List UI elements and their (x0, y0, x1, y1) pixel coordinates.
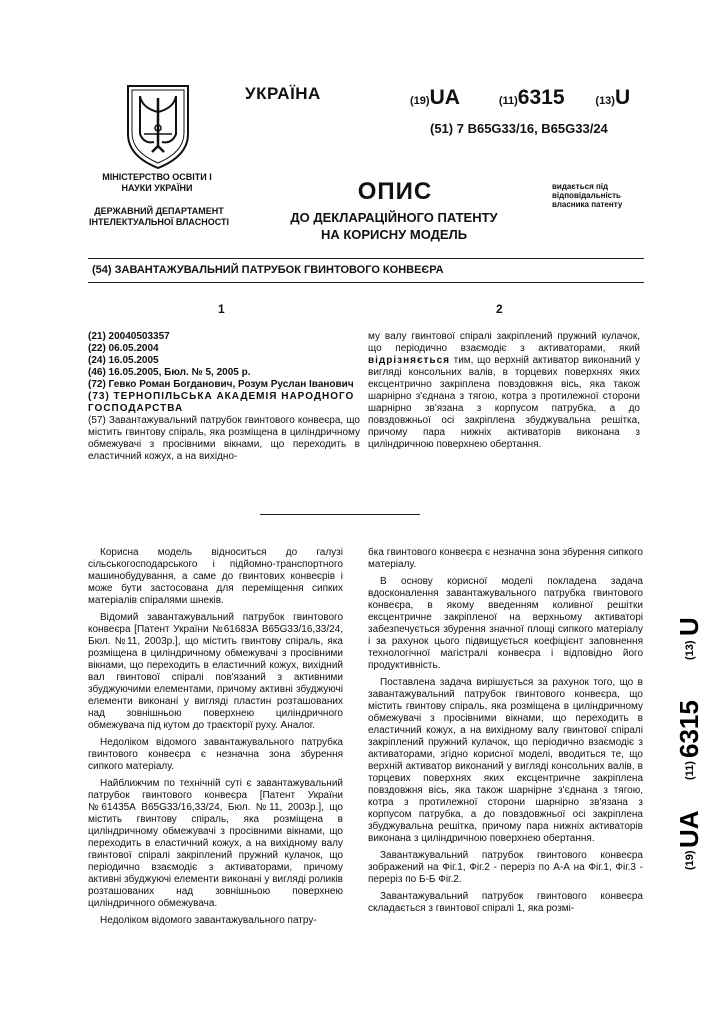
paragraph: Найближчим по технічній суті є завантажувальний патрубок гвинтового конвеєра [Патент України №61435А B65G33/16,33/24, Бюл. №11, 2003р.], що містить гвинтову спіраль, яка розміщена в циліндричному обмежувачі з просівними вікнами, що переходить в еластичний кожух, а на вихідному валу гвинтової спіралі закріплений пружний кулачок, що періодично взаємодіє з активаторами, причому активні збуджуючі елементи виконані у вигляді роликів розташованих над зовнішньою поверхнею циліндричного обмежувача. (88, 778, 343, 909)
code19-label: (19) (410, 95, 430, 107)
biblio-72: (72) Гевко Роман Богданович, Розум Руслан Іванович (88, 379, 354, 390)
document-type: ОПИС (357, 178, 433, 205)
claim-continuation (368, 331, 640, 451)
paragraph: Завантажувальний патрубок гвинтового конвеєра складається з гвинтової спіралі 1, яка розмі- (368, 891, 643, 914)
ministry-name: МІНІСТЕРСТВО ОСВІТИ І НАУКИ УКРАЇНИ (102, 172, 212, 193)
description-right-column (368, 547, 643, 920)
paragraph: Корисна модель відноситься до галузі сільськогосподарського і підйомно-транспортного машинобудування, а саме до гвинтових конвеєрів і може бути застосована для переміщення сипких матеріалів спіралями шнеків. (88, 547, 343, 606)
side-code11-label: (11) (684, 761, 696, 780)
claim-57-start: (57) Завантажувальний патрубок гвинтового конвеєра, що містить гвинтову спіраль, яка розміщена в циліндричному обмежувачі з просівними вікнами, що переходить в еластичний кожух, а на вихідно- (88, 415, 360, 462)
paragraph: Недоліком відомого завантажувального патрубка гвинтового конвеєра є незначна зона збурення сипкого матеріалу. (88, 737, 343, 772)
ipc-classification: (51) 7 B65G33/16, B65G33/24 (430, 121, 608, 136)
divider (88, 258, 644, 259)
claim-keyword: відрізняється (368, 355, 450, 366)
claim-text-a: му валу гвинтової спіралі закріплений пружний кулачок, що періодично взаємодіє з активаторами, який (368, 331, 640, 354)
document-subtitle (258, 209, 530, 243)
paragraph: Недоліком відомого завантажувального патру- (100, 915, 317, 926)
country-name: УКРАЇНА (245, 84, 321, 103)
paragraph: Відомий завантажувальний патрубок гвинтового конвеєра [Патент України №61683А B65G33/16,33/24, Бюл. №11, 2003р.], що містить гвинтову спіраль, яка розміщена в циліндричному обмежувачі з просівними вікнами, що переходить в еластичний кожух, вихідний вал гвинтової спіралі пов'язаний з активними збуджуючими елементами, причому активні збуджуючі елементи виконані у вигляді пластин розташованих над зовнішньою поверхнею циліндричного обмежувача під кутом до траєкторії руху. Аналог. (88, 612, 343, 731)
side-patent-number: 6315 (674, 700, 704, 758)
side-patent-code (648, 580, 708, 880)
code13-value: U (614, 86, 631, 109)
code13-label: (13) (595, 95, 615, 107)
paragraph: бка гвинтового конвеєра є незначна зона збурення сипкого матеріалу. (368, 547, 643, 570)
biblio-24: (24) 16.05.2005 (88, 355, 159, 366)
trident-emblem-icon (122, 82, 194, 170)
patent-codes (410, 86, 630, 110)
section-divider (260, 514, 420, 515)
subtitle-line-2: НА КОРИСНУ МОДЕЛЬ (320, 227, 468, 242)
column-number-2: 2 (496, 302, 503, 316)
code19-value: UA (429, 86, 460, 109)
code11-label: (11) (498, 95, 518, 107)
side-code13-value: U (674, 617, 704, 636)
paragraph: В основу корисної моделі покладена задача вдосконалення завантажувального патрубка гвинтового конвеєра, в якому введенням коливної решітки ексцентричне закріпленої на верхньому активаторі забезпечується збурення значної площі сипкого матеріалу і за рахунок цього підвищується коефіцієнт заповнення технологічної магістралі конвеєра і відповідно його продуктивність. (368, 576, 643, 671)
paragraph: Завантажувальний патрубок гвинтового конвеєра зображений на Фіг.1, Фіг.2 - переріз по А-А на Фіг.1, Фіг.3 - переріз по Б-Б Фіг.2. (368, 850, 643, 885)
divider (88, 282, 644, 283)
biblio-46: (46) 16.05.2005, Бюл. № 5, 2005 р. (88, 367, 251, 378)
invention-title: (54) ЗАВАНТАЖУВАЛЬНИЙ ПАТРУБОК ГВИНТОВОГО КОНВЕЄРА (92, 264, 444, 276)
side-code19-value: UA (674, 810, 704, 848)
side-code13-label: (13) (684, 640, 696, 660)
column-number-1: 1 (218, 302, 225, 316)
description-left-column (88, 547, 343, 932)
bibliographic-data (88, 331, 360, 463)
claim-text-c: тим, що верхній активатор виконаний у вигляді консольних валів, в торцевих поверхнях яких ексцентрично закріплена повздовжня вісь, яка також шарнірно з'єднана з тягою, котра з протилежної сторони шарнірно зв'язана з корпусом патрубка, а до повздовжньої осі закріплена збуджувальна решітка, причому пара нижніх активаторів виконана з циліндричною поверхнею обертання. (368, 355, 640, 450)
patent-number: 6315 (517, 86, 565, 109)
subtitle-line-1: ДО ДЕКЛАРАЦІЙНОГО ПАТЕНТУ (290, 210, 498, 225)
biblio-21: (21) 20040503357 (88, 331, 170, 342)
side-code19-label: (19) (684, 850, 696, 870)
paragraph: Поставлена задача вирішується за рахунок того, що в завантажувальний патрубок гвинтового конвеєра, що містить гвинтову спіраль, яка розміщена в циліндричному обмежувачі з просівними вікнами, що переходить в еластичний кожух, а на вихідному валу гвинтової спіралі закріплений пружний кулачок, що періодично взаємодіє з активаторами, згідно корисної моделі, вводиться те, що верхній активатор виконаний у вигляді консольних валів, в торцевих поверхнях яких ексцентричне закріплена повздовжня вісь, яка також шарнірне з'єднана з тягою, котра з протилежної сторони шарнірно зв'язана з корпусом патрубка, а до повздовжньої осі закріплена збуджувальна решітка, причому пара нижніх активаторів виконана з циліндричною поверхнею обертання. (368, 677, 643, 844)
issued-note: видається під відповідальність власника патенту (552, 182, 623, 209)
biblio-22: (22) 06.05.2004 (88, 343, 159, 354)
biblio-73: (73) ТЕРНОПІЛЬСЬКА АКАДЕМІЯ НАРОДНОГО ГОСПОДАРСТВА (88, 391, 355, 414)
department-name: ДЕРЖАВНИЙ ДЕПАРТАМЕНТ ІНТЕЛЕКТУАЛЬНОЇ ВЛАСНОСТІ (89, 206, 229, 227)
